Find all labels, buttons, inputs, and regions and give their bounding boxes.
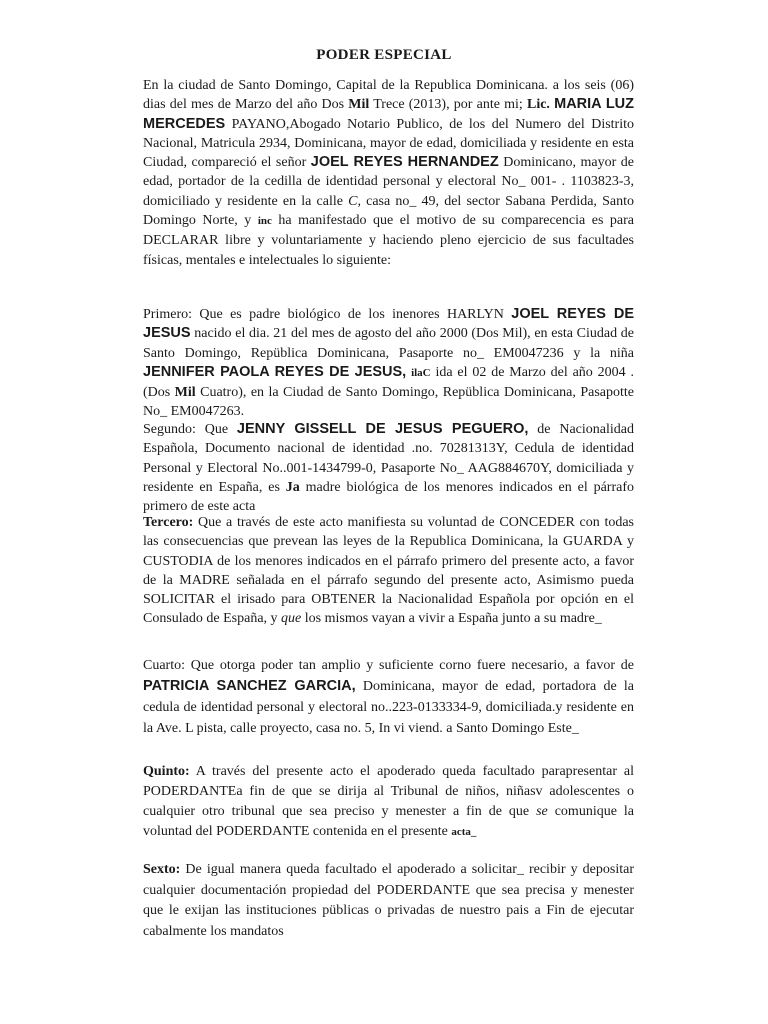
- attorney-name: PATRICIA SANCHEZ GARCIA,: [143, 678, 356, 694]
- italic-word: que: [281, 611, 302, 627]
- text-span: En la ciudad de Santo Domingo, Capital de la Republica Dominicana. a los seis (06) dias del mes de Marzo del año Dos: [143, 78, 634, 113]
- text-span: Que a través de este acto manifiesta su voluntad de CONCEDER con todas las consecuencias que prevean las leyes de la Republica Dominicana, la GUARDA y CUSTODIA de los menores indicados en el párrafo primero del presente acto, a favor de la MADRE señalada en el párrafo segundo del presente acto, Asimismo pueda SOLICITAR el irisado para OBTENER la Nacionalidad Española por opción en el Consulado de España, y: [143, 515, 634, 627]
- notary-name: MARIA LUZ MERCEDES: [143, 96, 635, 132]
- italic-word: se: [536, 804, 548, 819]
- child-name: JENNIFER PAOLA REYES DE JESUS,: [143, 363, 407, 380]
- text-span: madre biológica de los menores indicados en el párrafo primero de este acta: [143, 479, 634, 515]
- sexto-paragraph: [143, 860, 634, 942]
- clause-label: Quinto:: [143, 764, 190, 779]
- text-span: Segundo: Que: [143, 422, 237, 437]
- segundo-paragraph: [143, 420, 634, 516]
- child-name: JOEL REYES DE JESUS: [143, 306, 634, 342]
- text-span: comunique la voluntad del PODERDANTE contenida en el presente: [143, 804, 635, 839]
- declarant-name: JOEL REYES HERNANDEZ: [310, 154, 499, 171]
- text-span: De igual manera queda facultado el apoderado a solicitar_ recibir y depositar cualquier documentación propiedad del PODERDANTE que sea precisa y menester que le exijan las instituciones püblicas o privadas de nuestro pais a Fin de ejecutar cabalmente los mandatos: [143, 862, 634, 939]
- bold-word: Lic.: [526, 97, 550, 113]
- text-span: los mismos vayan a vivir a España junto a su madre_: [301, 611, 602, 627]
- tercero-paragraph: [143, 513, 634, 629]
- text-span: PAYANO,Abogado Notario Publico, de los del Numero del Distrito Nacional, Matricula 2934, Dominicana, mayor de edad, domiciliada y residente en esta Ciudad, compareció el señor: [143, 116, 634, 171]
- text-span: A través del presente acto el apoderado queda facultado parapresentar al PODERDANTEa fin de que se dirija al Tribunal de niños, niñasv adolescentes o cualquier otro tribunal que sea preciso y menester a fin de que: [143, 764, 634, 819]
- text-span: Dominicano, mayor de edad, portador de la cedilla de identidad personal y electoral No_ 001- . 1103823-3, domiciliado y residente en la calle: [143, 155, 634, 209]
- text-span: ida el 02 de Marzo del año 2004 .(Dos: [143, 364, 634, 401]
- small-bold-word: acta_: [451, 826, 477, 838]
- cuarto-paragraph: [143, 655, 634, 739]
- quinto-paragraph: [143, 762, 634, 842]
- text-span: ha manifestado que el motivo de su comparecencia es para DECLARAR libre y voluntariamente y haciendo pleno ejercicio de sus facultades físicas, mentales e intelectuales lo siguiente:: [143, 213, 634, 268]
- italic-word: C,: [348, 193, 361, 209]
- text-span: Cuarto: Que otorga poder tan amplio y suficiente corno fuere necesario, a favor de: [143, 658, 634, 673]
- clause-label: Tercero:: [143, 515, 194, 530]
- document-title: PODER ESPECIAL: [316, 47, 452, 63]
- text-span: de Nacionalidad Española, Documento nacional de identidad .no. 70281313Y, Cedula de identidad Personal y Electoral No..001-1434799-0, Pasaporte No_ AAG884670Y, domiciliada y residente en España, es: [143, 422, 634, 495]
- text-span: Trece (2013), por ante mi;: [369, 97, 527, 113]
- small-bold-word: ilaC: [411, 366, 431, 379]
- bold-word: Ja: [285, 479, 300, 495]
- text-span: nacido el dia. 21 del mes de agosto del año 2000 (Dos Mil), en esta Ciudad de Santo Domingo, Repüblica Dominicana, Pasaporte no_ EM0047236 y la niña: [143, 326, 634, 361]
- text-span: Dominicana, mayor de edad, portadora de la cedula de identidad personal y electoral no..223-0133334-9, domiciliada.y residente en la Ave. L pista, calle proyecto, casa no. 5, In vi viend. a Santo Domingo Este_: [143, 679, 634, 736]
- bold-word: Mil: [174, 385, 196, 401]
- bold-word: Mil: [348, 97, 370, 113]
- intro-paragraph: [143, 76, 634, 270]
- small-bold-word: inc: [257, 215, 272, 228]
- text-span: casa no_ 49, del sector Sabana Perdida, Santo Domingo Norte, y: [143, 193, 634, 229]
- primero-paragraph: [143, 305, 634, 422]
- clause-label: Sexto:: [143, 862, 181, 877]
- mother-name: JENNY GISSELL DE JESUS PEGUERO,: [236, 421, 529, 437]
- text-span: Primero: Que es padre biológico de los inenores HARLYN: [143, 307, 512, 322]
- text-span: Cuatro), en la Ciudad de Santo Domingo, Repüblica Dominicana, Pasapotte No_ EM0047263.: [143, 385, 634, 420]
